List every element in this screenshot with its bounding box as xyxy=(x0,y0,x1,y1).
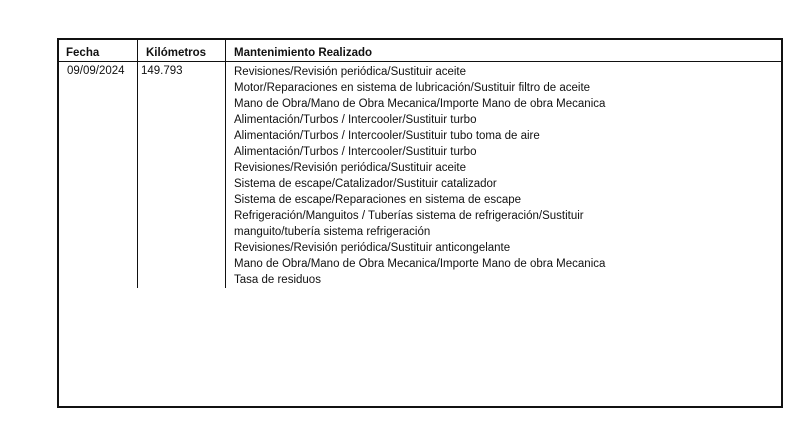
column-divider xyxy=(137,40,138,288)
list-item: Revisiones/Revisión periódica/Sustituir aceite xyxy=(234,66,467,78)
list-item: Revisiones/Revisión periódica/Sustituir aceite xyxy=(234,162,467,174)
header-fecha: Fecha xyxy=(66,47,100,59)
list-item: Sistema de escape/Reparaciones en sistema de escape xyxy=(234,194,522,206)
list-item: Sistema de escape/Catalizador/Sustituir catalizador xyxy=(234,178,497,190)
table-header xyxy=(59,40,781,62)
maintenance-items-list xyxy=(234,64,605,288)
list-item: Alimentación/Turbos / Intercooler/Sustituir turbo xyxy=(234,146,477,158)
list-item: Motor/Reparaciones en sistema de lubricación/Sustituir filtro de aceite xyxy=(234,82,591,94)
list-item: Revisiones/Revisión periódica/Sustituir anticongelante xyxy=(234,242,511,254)
list-item: Mano de Obra/Mano de Obra Mecanica/Importe Mano de obra Mecanica xyxy=(234,258,606,270)
list-item: manguito/tubería sistema refrigeración xyxy=(234,226,431,238)
list-item: Refrigeración/Manguitos / Tuberías sistema de refrigeración/Sustituir xyxy=(234,210,584,222)
header-kilometros: Kilómetros xyxy=(146,47,207,59)
cell-kilometros: 149.793 xyxy=(141,65,183,77)
cell-fecha: 09/09/2024 xyxy=(67,65,125,77)
list-item: Alimentación/Turbos / Intercooler/Sustituir turbo xyxy=(234,114,477,126)
maintenance-table xyxy=(57,38,783,408)
header-mantenimiento: Mantenimiento Realizado xyxy=(234,47,373,59)
list-item: Tasa de residuos xyxy=(234,274,321,286)
column-divider xyxy=(225,40,226,288)
list-item: Mano de Obra/Mano de Obra Mecanica/Importe Mano de obra Mecanica xyxy=(234,98,606,110)
list-item: Alimentación/Turbos / Intercooler/Sustituir tubo toma de aire xyxy=(234,130,540,142)
